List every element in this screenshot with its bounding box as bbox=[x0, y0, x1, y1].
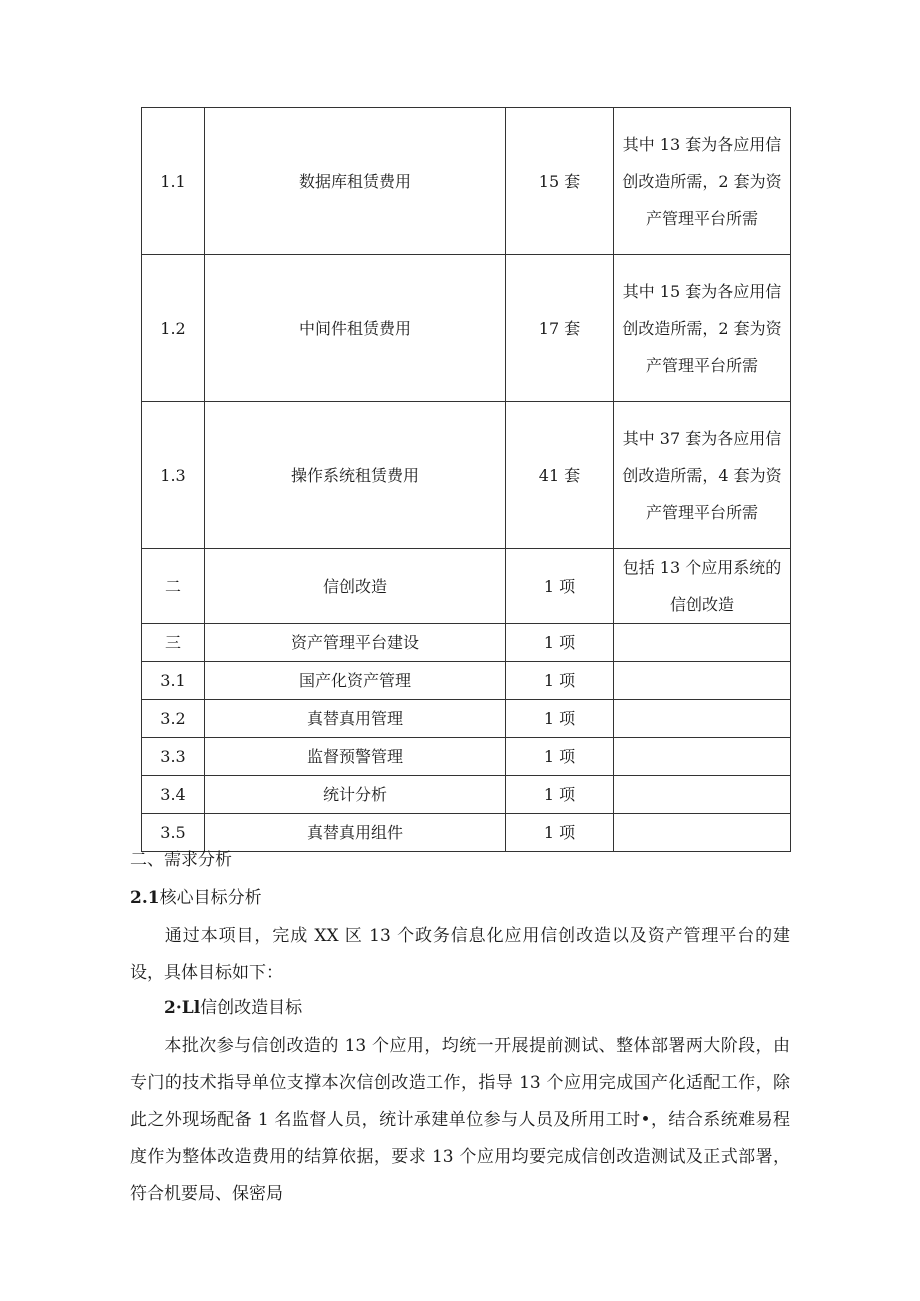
item-name: 监督预警管理 bbox=[205, 738, 506, 776]
item-note bbox=[614, 108, 791, 255]
item-note bbox=[614, 549, 791, 624]
item-number: 1.3 bbox=[142, 402, 205, 549]
subsection-heading bbox=[130, 883, 262, 908]
table-row bbox=[142, 402, 791, 549]
item-name: 统计分析 bbox=[205, 776, 506, 814]
item-quantity: 1 项 bbox=[506, 776, 614, 814]
note-line: 包括 13 个应用系统的 bbox=[622, 558, 782, 577]
item-name: 国产化资产管理 bbox=[205, 662, 506, 700]
section-heading: 二、需求分析 bbox=[130, 850, 232, 870]
item-name: 真替真用组件 bbox=[205, 814, 506, 852]
table-row bbox=[142, 738, 791, 776]
subsection-number: 2.1 bbox=[130, 888, 160, 908]
item-note bbox=[614, 662, 791, 700]
item-note bbox=[614, 738, 791, 776]
item-number: 3.4 bbox=[142, 776, 205, 814]
item-name: 真替真用管理 bbox=[205, 700, 506, 738]
item-note bbox=[614, 624, 791, 662]
item-quantity: 1 项 bbox=[506, 549, 614, 624]
item-quantity: 15 套 bbox=[506, 108, 614, 255]
note-line: 产管理平台所需 bbox=[645, 208, 758, 228]
item-name: 资产管理平台建设 bbox=[205, 624, 506, 662]
note-line: 产管理平台所需 bbox=[645, 502, 758, 522]
body-text: 本批次参与信创改造的 13 个应用，均统一开展提前测试、整体部署两大阶段，由专门的技术指导单位支撑本次信创改造工作，指导 13 个应用完成国产化适配工作，除此之外现场配备 1 名监督人员，统计承建单位参与人员及所用工时•，结合系统难易程度作为整体改造费用的结算依据，要求 13 个应用均要完成信创改造测试及正式部署，符合机要局、保密局 bbox=[130, 1036, 790, 1204]
item-number: 三 bbox=[142, 624, 205, 662]
table-row bbox=[142, 549, 791, 624]
subsubsection-title: 信创改造目标 bbox=[200, 998, 303, 1018]
item-name: 中间件租赁费用 bbox=[205, 255, 506, 402]
item-number: 3.3 bbox=[142, 738, 205, 776]
item-quantity: 1 项 bbox=[506, 662, 614, 700]
item-table bbox=[141, 107, 791, 852]
item-name: 数据库租赁费用 bbox=[205, 108, 506, 255]
item-quantity: 1 项 bbox=[506, 700, 614, 738]
body-paragraph bbox=[130, 1028, 790, 1213]
item-quantity: 17 套 bbox=[506, 255, 614, 402]
item-note bbox=[614, 255, 791, 402]
item-number: 3.2 bbox=[142, 700, 205, 738]
note-line: 产管理平台所需 bbox=[645, 355, 758, 375]
note-line: 信创改造 bbox=[669, 595, 734, 614]
table-row bbox=[142, 624, 791, 662]
intro-paragraph bbox=[130, 918, 790, 992]
item-note bbox=[614, 700, 791, 738]
item-number: 二 bbox=[142, 549, 205, 624]
item-quantity: 1 项 bbox=[506, 814, 614, 852]
intro-text: 通过本项目，完成 XX 区 13 个政务信息化应用信创改造以及资产管理平台的建设，具体目标如下： bbox=[130, 926, 790, 983]
table-row bbox=[142, 255, 791, 402]
note-line: 其中 13 套为各应用信 bbox=[622, 134, 782, 154]
item-name: 信创改造 bbox=[205, 549, 506, 624]
item-quantity: 41 套 bbox=[506, 402, 614, 549]
table-row bbox=[142, 814, 791, 852]
item-number: 1.1 bbox=[142, 108, 205, 255]
note-line: 创改造所需，2 套为资 bbox=[622, 318, 782, 338]
item-quantity: 1 项 bbox=[506, 624, 614, 662]
item-number: 3.5 bbox=[142, 814, 205, 852]
item-number: 1.2 bbox=[142, 255, 205, 402]
table-row bbox=[142, 776, 791, 814]
note-line: 创改造所需，2 套为资 bbox=[622, 171, 782, 191]
table-row bbox=[142, 662, 791, 700]
table-row bbox=[142, 108, 791, 255]
subsection-title: 核心目标分析 bbox=[159, 888, 262, 908]
item-number: 3.1 bbox=[142, 662, 205, 700]
item-note bbox=[614, 776, 791, 814]
note-line: 其中 15 套为各应用信 bbox=[622, 281, 782, 301]
table-row bbox=[142, 700, 791, 738]
item-name: 操作系统租赁费用 bbox=[205, 402, 506, 549]
subsubsection-number: 2·Ll bbox=[164, 998, 201, 1018]
item-quantity: 1 项 bbox=[506, 738, 614, 776]
item-note bbox=[614, 402, 791, 549]
subsubsection-heading bbox=[164, 993, 302, 1018]
note-line: 其中 37 套为各应用信 bbox=[622, 428, 782, 448]
item-note bbox=[614, 814, 791, 852]
note-line: 创改造所需，4 套为资 bbox=[622, 465, 782, 485]
